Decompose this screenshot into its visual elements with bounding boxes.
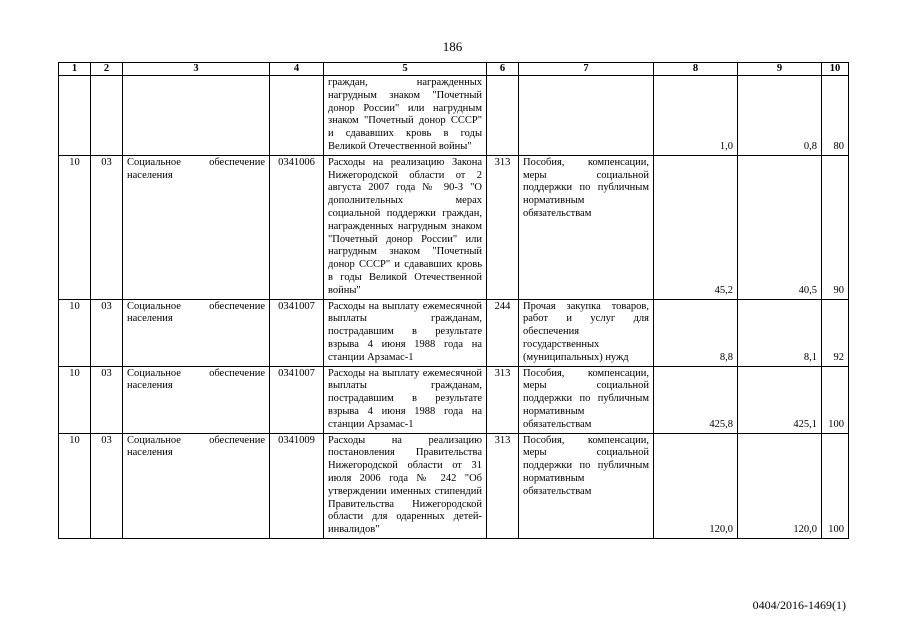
article-description: Расходы на реализацию Закона Нижегородской области от 2 августа 2007 года № 90-З "О дополнительных мерах социальной поддержки граждан, награжденных нагрудным знаком "Почетный донор России" или нагрудным знаком "Почетный донор СССР" и сдававших кровь в годы Великой Отечественной войны" (324, 155, 487, 299)
target-article: 0341007 (270, 366, 324, 433)
expense-type-code: 244 (487, 299, 519, 366)
article-description: граждан, награжденных нагрудным знаком "Почетный донор России" или нагрудным знаком "Почетный донор СССР" и сдававших кровь в годы Великой Отечественной войны" (324, 76, 487, 156)
header-col-9: 9 (738, 63, 822, 76)
subsection-name: Социальное обеспечение населения (123, 366, 270, 433)
budget-table (58, 62, 849, 539)
target-article: 0341007 (270, 299, 324, 366)
subsection-name: Социальное обеспечение населения (123, 433, 270, 538)
article-description: Расходы на выплату ежемесячной выплаты гражданам, пострадавшим в результате взрыва 4 июня 1988 года на станции Арзамас-1 (324, 366, 487, 433)
execution-percent: 80 (822, 76, 849, 156)
header-col-6: 6 (487, 63, 519, 76)
expense-type-name (519, 76, 654, 156)
expense-type-name: Прочая закупка товаров, работ и услуг для обеспечения государственных (муниципальных) нужд (519, 299, 654, 366)
header-row (59, 63, 849, 76)
planned-amount: 120,0 (654, 433, 738, 538)
header-col-7: 7 (519, 63, 654, 76)
table-row (59, 366, 849, 433)
target-article: 0341009 (270, 433, 324, 538)
executed-amount: 0,8 (738, 76, 822, 156)
table-row (59, 433, 849, 538)
expense-type-name: Пособия, компенсации, меры социальной поддержки по публичным нормативным обязательствам (519, 433, 654, 538)
planned-amount: 1,0 (654, 76, 738, 156)
table-row (59, 299, 849, 366)
expense-type-name: Пособия, компенсации, меры социальной поддержки по публичным нормативным обязательствам (519, 155, 654, 299)
execution-percent: 92 (822, 299, 849, 366)
header-col-1: 1 (59, 63, 91, 76)
execution-percent: 90 (822, 155, 849, 299)
planned-amount: 8,8 (654, 299, 738, 366)
section-code (59, 76, 91, 156)
executed-amount: 40,5 (738, 155, 822, 299)
header-col-5: 5 (324, 63, 487, 76)
subsection-name (123, 76, 270, 156)
subsection-code: 03 (91, 155, 123, 299)
header-col-4: 4 (270, 63, 324, 76)
header-col-3: 3 (123, 63, 270, 76)
subsection-code: 03 (91, 366, 123, 433)
subsection-name: Социальное обеспечение населения (123, 299, 270, 366)
planned-amount: 45,2 (654, 155, 738, 299)
executed-amount: 120,0 (738, 433, 822, 538)
subsection-code: 03 (91, 299, 123, 366)
subsection-name: Социальное обеспечение населения (123, 155, 270, 299)
execution-percent: 100 (822, 433, 849, 538)
executed-amount: 425,1 (738, 366, 822, 433)
section-code: 10 (59, 155, 91, 299)
subsection-code: 03 (91, 433, 123, 538)
target-article (270, 76, 324, 156)
section-code: 10 (59, 299, 91, 366)
subsection-code (91, 76, 123, 156)
expense-type-code: 313 (487, 366, 519, 433)
expense-type-name: Пособия, компенсации, меры социальной поддержки по публичным нормативным обязательствам (519, 366, 654, 433)
planned-amount: 425,8 (654, 366, 738, 433)
expense-type-code: 313 (487, 433, 519, 538)
article-description: Расходы на выплату ежемесячной выплаты гражданам, пострадавшим в результате взрыва 4 июня 1988 года на станции Арзамас-1 (324, 299, 487, 366)
executed-amount: 8,1 (738, 299, 822, 366)
expense-type-code: 313 (487, 155, 519, 299)
section-code: 10 (59, 433, 91, 538)
target-article: 0341006 (270, 155, 324, 299)
document-code: 0404/2016-1469(1) (752, 598, 846, 612)
page-number: 186 (442, 39, 463, 54)
header-col-10: 10 (822, 63, 849, 76)
header-col-2: 2 (91, 63, 123, 76)
execution-percent: 100 (822, 366, 849, 433)
expense-type-code (487, 76, 519, 156)
section-code: 10 (59, 366, 91, 433)
header-col-8: 8 (654, 63, 738, 76)
table-row (59, 155, 849, 299)
table-row (59, 76, 849, 156)
article-description: Расходы на реализацию постановления Правительства Нижегородской области от 31 июля 2006 года № 242 "Об утверждении именных стипендий Правительства Нижегородской области для одаренных детей-инвалидов" (324, 433, 487, 538)
